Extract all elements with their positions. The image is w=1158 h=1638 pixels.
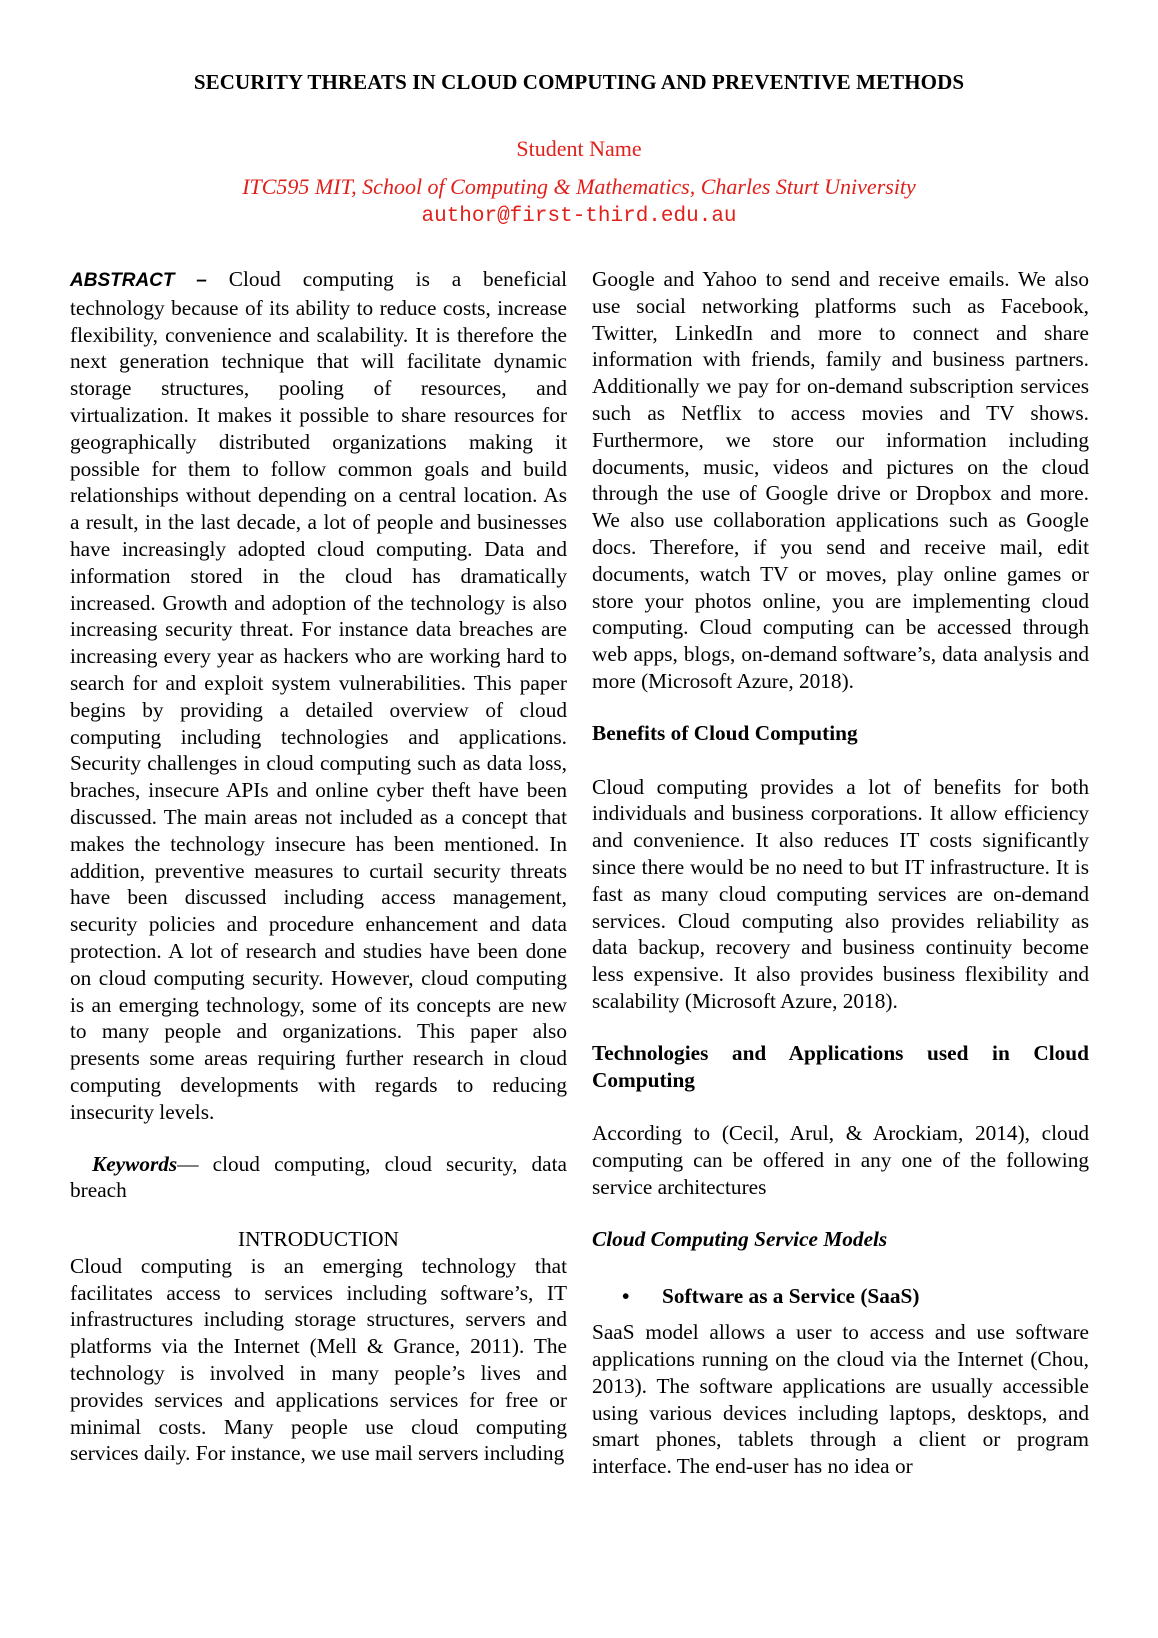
bullet-item-saas <box>592 1283 1089 1310</box>
author-affiliation: ITC595 MIT, School of Computing & Mathematics, Charles Sturt University <box>242 174 916 199</box>
right-column <box>592 266 1089 1480</box>
author-email[interactable]: author@first-third.edu.au <box>421 205 737 228</box>
bullet-icon: • <box>622 1283 630 1308</box>
benefits-heading: Benefits of Cloud Computing <box>592 720 858 745</box>
introduction-heading: INTRODUCTION <box>238 1227 399 1252</box>
author-name: Student Name <box>516 136 642 161</box>
abstract-label: ABSTRACT – <box>70 270 207 291</box>
left-column <box>70 266 567 1467</box>
abstract-text: Cloud computing is a beneficial technology because of its ability to reduce costs, increase flexibility, convenience and scalability. It is therefore the next generation technique that will facilitate dynamic storage structures, pooling of resources, and virtualization. It makes it possible to share resources for geographically distributed organizations making it possible for them to follow common goals and build relationships without depending on a central location. As a result, in the last decade, a lot of people and businesses have increasingly adopted cloud computing. Data and information stored in the cloud has dramatically increased. Growth and adoption of the technology is also increasing security threat. For instance data breaches are increasing every year as hackers who are working hard to search for and exploit system vulnerabilities. This paper begins by providing a detailed overview of cloud computing including technologies and applications. Security challenges in cloud computing such as data loss, braches, insecure APIs and online cyber theft have been discussed. The main areas not included as a concept that makes the technology insecure has been mentioned. In addition, preventive measures to curtail security threats have been discussed including access management, security policies and procedure enhancement and data protection. A lot of research and studies have been done on cloud computing security. However, cloud computing is an emerging technology, some of its concepts are new to many people and organizations. This paper also presents some areas requiring further research in cloud computing developments with regards to reducing insecurity levels. <box>70 267 567 1124</box>
abstract-paragraph <box>70 266 567 1126</box>
paper-title: SECURITY THREATS IN CLOUD COMPUTING AND PREVENTIVE METHODS <box>193 70 965 94</box>
introduction-text: Cloud computing is an emerging technology that facilitates access to services including software’s, IT infrastructures including storage structures, servers and platforms via the Internet (Mell & Grance, 2011). The technology is involved in many people’s lives and provides services and applications services for free or minimal costs. Many people use cloud computing services daily. For instance, we use mail servers including <box>70 1253 567 1466</box>
keywords-label: Keywords <box>92 1151 178 1176</box>
keywords-paragraph <box>70 1151 567 1205</box>
technologies-text: According to (Cecil, Arul, & Arockiam, 2014), cloud computing can be offered in any one of the following service architectures <box>592 1121 1089 1199</box>
saas-text: SaaS model allows a user to access and use software applications running on the cloud via the Internet (Chou, 2013). The software applications are usually accessible using various devices including laptops, desktops, and smart phones, tablets through a client or program interface. The end-user has no idea or <box>592 1320 1089 1479</box>
service-models-heading: Cloud Computing Service Models <box>592 1226 888 1251</box>
introduction-text-continued: Google and Yahoo to send and receive emails. We also use social networking platforms such as Facebook, Twitter, LinkedIn and more to connect and share information with friends, family and business partners. Additionally we pay for on-demand subscription services such as Netflix to access movies and TV shows. Furthermore, we store our information including documents, music, videos and pictures on the cloud through the use of Google drive or Dropbox and more. We also use collaboration applications such as Google docs. Therefore, if you send and receive mail, edit documents, watch TV or moves, play online games or store your photos online, you are implementing cloud computing. Cloud computing can be accessed through web apps, blogs, on-demand software’s, data analysis and more (Microsoft Azure, 2018). <box>592 267 1089 693</box>
bullet-item-label: Software as a Service (SaaS) <box>662 1283 920 1308</box>
keywords-text: — cloud computing, cloud security, data breach <box>70 1151 567 1203</box>
benefits-text: Cloud computing provides a lot of benefits for both individuals and business corporations. It allow efficiency and convenience. It also reduces IT costs significantly since there would be no need to but IT infrastructure. It is fast as many cloud computing services are on-demand services. Cloud computing also provides reliability as data backup, recovery and business continuity become less expensive. It also provides business flexibility and scalability (Microsoft Azure, 2018). <box>592 774 1089 1013</box>
technologies-heading: Technologies and Applications used in Cloud Computing <box>592 1040 1089 1092</box>
